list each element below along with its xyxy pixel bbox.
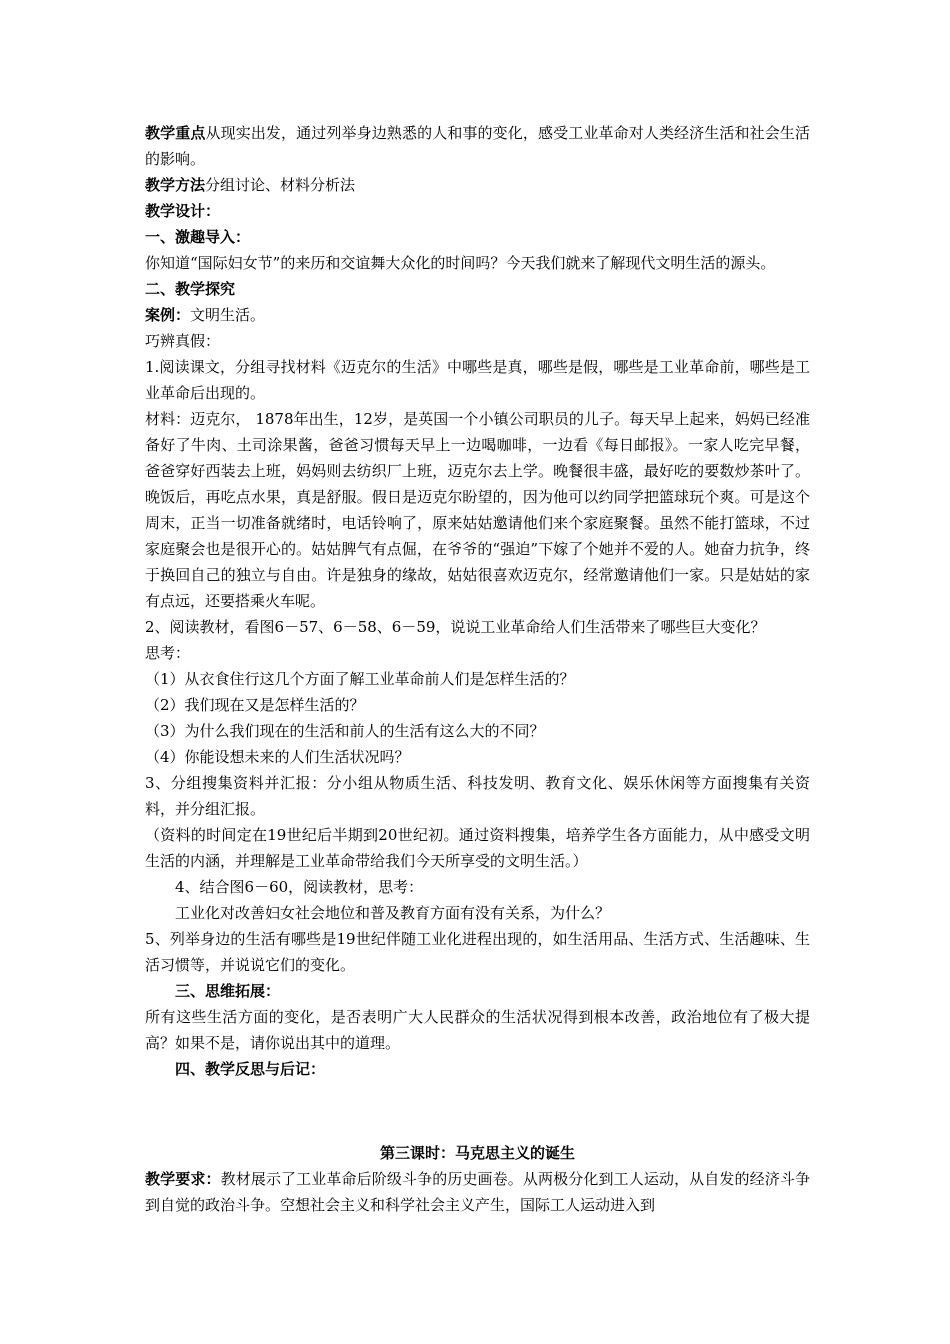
case-label: 案例： (145, 306, 191, 324)
item-5: 5、列举身边的生活有哪些是19世纪伴随工业化进程出现的，如生活用品、生活方式、生活趣味、生活习惯等，并说说它们的变化。 (145, 930, 810, 974)
design-heading: 教学设计： (145, 202, 221, 220)
teaching-method (145, 172, 810, 198)
section3-heading: 三、思维拓展： (175, 982, 281, 1000)
teaching-method-text: 分组讨论、材料分析法 (205, 176, 356, 194)
think-label: 思考： (145, 644, 191, 662)
question-1: （1）从衣食住行这几个方面了解工业革命前人们是怎样生活的？ (145, 670, 575, 688)
question-4: （4）你能设想未来的人们生活状况吗？ (145, 748, 410, 766)
lesson3-title: 第三课时：马克思主义的诞生 (379, 1144, 575, 1162)
item-2: 2、阅读教材，看图6－57、6－58、6－59，说说工业革命给人们生活带来了哪些巨大变化？ (145, 618, 766, 636)
section3-text: 所有这些生活方面的变化，是否表明广大人民群众的生活状况得到根本改善，政治地位有了极大提高？如果不是，请你说出其中的道理。 (145, 1008, 810, 1052)
question-3: （3）为什么我们现在的生活和前人的生活有这么大的不同？ (145, 722, 545, 740)
section2-heading: 二、教学探究 (145, 280, 236, 298)
case-line (145, 302, 810, 328)
spacer (145, 1082, 810, 1140)
item-1: 1.阅读课文，分组寻找材料《迈克尔的生活》中哪些是真，哪些是假，哪些是工业革命前，哪些是工业革命后出现的。 (145, 358, 810, 402)
teaching-focus-label: 教学重点 (145, 124, 206, 142)
section1-heading: 一、激趣导入： (145, 228, 251, 246)
item-3-note: （资料的时间定在19世纪后半期到20世纪初。通过资料搜集，培养学生各方面能力，从中感受文明生活的内涵，并理解是工业革命带给我们今天所享受的文明生活。） (145, 826, 810, 870)
document-body (145, 120, 810, 1218)
teaching-focus (145, 120, 810, 172)
question-2: （2）我们现在又是怎样生活的？ (145, 696, 365, 714)
item-4: 4、结合图6－60，阅读教材，思考： (175, 878, 424, 896)
item-3: 3、分组搜集资料并汇报：分小组从物质生活、科技发明、教育文化、娱乐休闲等方面搜集有关资料，并分组汇报。 (145, 774, 810, 818)
requirements-text: 教材展示了工业革命后阶级斗争的历史画卷。从两极分化到工人运动，从自发的经济斗争到自觉的政治斗争。空想社会主义和科学社会主义产生，国际工人运动进入到 (145, 1170, 810, 1214)
case-text: 文明生活。 (190, 306, 266, 324)
material-paragraph: 材料：迈克尔， 1878年出生，12岁，是英国一个小镇公司职员的儿子。每天早上起来，妈妈已经准备好了牛肉、土司涂果酱，爸爸习惯每天早上一边喝咖啡，一边看《每日邮报》。一家人吃完早餐，爸爸穿好西装去上班，妈妈则去纺织厂上班，迈克尔去上学。晚餐很丰盛，最好吃的要数炒茶叶了。晚饭后，再吃点水果，真是舒服。假日是迈克尔盼望的，因为他可以约同学把篮球玩个爽。可是这个周末，正当一切准备就绪时，电话铃响了，原来姑姑邀请他们来个家庭聚餐。虽然不能打篮球，不过家庭聚会也是很开心的。姑姑脾气有点倔，在爷爷的“强迫”下嫁了个她并不爱的人。她奋力抗争，终于换回自己的独立与自由。许是独身的缘故，姑姑很喜欢迈克尔，经常邀请他们一家。只是姑姑的家有点远，还要搭乘火车呢。 (145, 410, 810, 610)
lesson3-requirements (145, 1166, 810, 1218)
section4-heading: 四、教学反思与后记： (175, 1060, 326, 1078)
requirements-label: 教学要求： (145, 1170, 221, 1188)
teaching-method-label: 教学方法 (145, 176, 206, 194)
section2-subtitle: 巧辨真假： (145, 332, 221, 350)
item-4-question: 工业化对改善妇女社会地位和普及教育方面有没有关系，为什么？ (175, 904, 611, 922)
teaching-focus-text: 从现实出发，通过列举身边熟悉的人和事的变化，感受工业革命对人类经济生活和社会生活的影响。 (145, 124, 810, 168)
section1-text: 你知道“国际妇女节”的来历和交谊舞大众化的时间吗？今天我们就来了解现代文明生活的源头。 (145, 254, 776, 272)
